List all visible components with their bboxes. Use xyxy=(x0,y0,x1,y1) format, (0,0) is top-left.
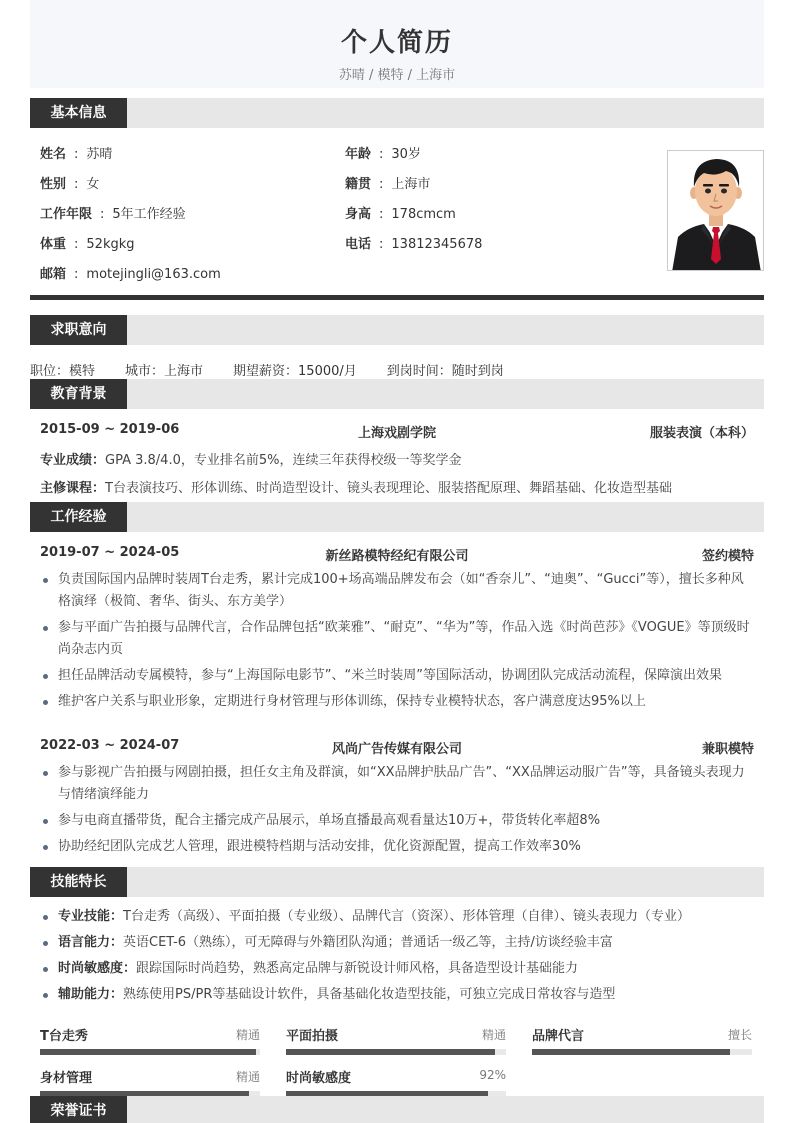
section-skills xyxy=(30,867,764,897)
grade-label: 专业成绩： xyxy=(40,453,106,468)
skill-label: 辅助能力： xyxy=(58,987,124,1002)
list-item: 参与影视广告拍摄与网剧拍摄，担任女主角及群演，如“XX品牌护肤品广告”、“XX品牌运动服广告”等，具备镜头表现力与情绪演绎能力 xyxy=(40,762,754,806)
info-label: 籍贯 xyxy=(345,177,372,192)
skill-bar-level: 92% xyxy=(479,1068,506,1082)
intent-arrival: 到岗时间：随时到岗 xyxy=(386,364,504,379)
skill-bar-fill xyxy=(286,1049,495,1055)
skill-bar-level: 精通 xyxy=(481,1028,506,1042)
list-item: 维护客户关系与职业形象，定期进行身材管理与形体训练，保持专业模特状态，客户满意度达95%以上 xyxy=(40,691,754,713)
intent-city: 城市：上海市 xyxy=(125,364,204,379)
list-item xyxy=(40,958,754,980)
list-item: 协助经纪团队完成艺人管理，跟进模特档期与活动安排，优化资源配置，提高工作效率30% xyxy=(40,836,754,858)
list-item: 参与电商直播带货，配合主播完成产品展示，单场直播最高观看量达10万+，带货转化率超8% xyxy=(40,810,754,832)
info-label: 邮箱 xyxy=(40,267,67,282)
info-email: 邮箱 : motejingli@163.com xyxy=(40,267,221,282)
work-entry-header xyxy=(40,738,754,756)
skill-bar-fill xyxy=(40,1049,256,1055)
skill-text: T台走秀（高级）、平面拍摄（专业级）、品牌代言（资深）、形体管理（自律）、镜头表现力（专业） xyxy=(123,909,690,924)
education-grade xyxy=(40,449,461,468)
section-title: 求职意向 xyxy=(30,315,127,345)
list-item: 参与平面广告拍摄与品牌代言，合作品牌包括“欧莱雅”、“耐克”、“华为”等，作品入选《时尚芭莎》《VOGUE》等顶级时尚杂志内页 xyxy=(40,617,754,661)
skill-bar-name: 时尚敏感度 xyxy=(286,1071,352,1086)
section-title: 工作经验 xyxy=(30,502,127,532)
skill-text: 跟踪国际时尚趋势，熟悉高定品牌与新锐设计师风格，具备造型设计基础能力 xyxy=(136,961,579,976)
work-company: 风尚广告传媒有限公司 xyxy=(331,742,462,757)
info-label: 体重 xyxy=(40,237,67,252)
section-title: 荣誉证书 xyxy=(30,1096,127,1123)
skill-text: 英语CET-6（熟练），可无障碍与外籍团队沟通；普通话一级乙等，主持/访谈经验丰富 xyxy=(123,935,613,950)
list-item xyxy=(40,906,754,928)
avatar xyxy=(667,150,764,271)
list-item xyxy=(40,984,754,1006)
section-honors xyxy=(30,1096,764,1123)
skill-label: 语言能力： xyxy=(58,935,124,950)
courses-label: 主修课程： xyxy=(40,481,106,496)
work-company: 新丝路模特经纪有限公司 xyxy=(325,549,469,564)
skills-list xyxy=(40,906,754,1010)
info-value: 52kgkg xyxy=(86,237,135,252)
skill-bar-name: 身材管理 xyxy=(40,1071,93,1086)
section-job-intent xyxy=(30,315,764,345)
info-value: motejingli@163.com xyxy=(86,267,221,282)
info-age: 年龄 : 30岁 xyxy=(345,147,421,162)
skill-bar-level: 精通 xyxy=(235,1070,260,1084)
section-title: 技能特长 xyxy=(30,867,127,897)
list-item: 担任品牌活动专属模特，参与“上海国际电影节”、“米兰时装周”等国际活动，协调团队完成活动流程，保障演出效果 xyxy=(40,665,754,687)
info-name: 姓名 : 苏晴 xyxy=(40,147,113,162)
list-item: 负责国际国内品牌时装周T台走秀，累计完成100+场高端品牌发布会（如“香奈儿”、“迪奥”、“Gucci”等），擅长多种风格演绎（极简、奢华、街头、东方美学） xyxy=(40,569,754,613)
intent-salary: 期望薪资：15000/月 xyxy=(233,364,357,379)
work-bullets xyxy=(40,762,754,862)
info-origin: 籍贯 : 上海市 xyxy=(345,177,431,192)
skill-bar-track xyxy=(532,1049,752,1055)
info-value: 上海市 xyxy=(391,177,431,192)
skill-bar xyxy=(40,1025,260,1061)
section-work xyxy=(30,502,764,532)
info-label: 身高 xyxy=(345,207,372,222)
info-height: 身高 : 178cmcm xyxy=(345,207,456,222)
list-item xyxy=(40,932,754,954)
info-weight: 体重 : 52kgkg xyxy=(40,237,135,252)
skill-bar xyxy=(532,1025,752,1061)
info-value: 女 xyxy=(86,177,100,192)
education-courses xyxy=(40,477,672,496)
info-label: 性别 xyxy=(40,177,67,192)
skill-bar xyxy=(286,1025,506,1061)
skill-text: 熟练使用PS/PR等基础设计软件，具备基础化妆造型技能，可独立完成日常妆容与造型 xyxy=(123,987,616,1002)
info-value: 30岁 xyxy=(391,147,421,162)
info-value: 178cmcm xyxy=(391,207,456,222)
work-role: 兼职模特 xyxy=(701,742,754,757)
section-title: 基本信息 xyxy=(30,98,127,128)
info-years: 工作年限 : 5年工作经验 xyxy=(40,207,186,222)
skill-label: 时尚敏感度： xyxy=(58,961,137,976)
education-school: 上海戏剧学院 xyxy=(357,426,436,441)
section-education xyxy=(30,379,764,409)
skill-bar-name: 平面拍摄 xyxy=(286,1029,339,1044)
skill-bar-level: 擅长 xyxy=(727,1028,752,1042)
education-entry-header xyxy=(40,422,754,440)
work-role: 签约模特 xyxy=(701,549,754,564)
info-label: 工作年限 xyxy=(40,207,93,222)
resume-page xyxy=(30,0,764,1123)
skill-bar-fill xyxy=(532,1049,730,1055)
skill-bar-track xyxy=(286,1049,506,1055)
info-phone: 电话 : 13812345678 xyxy=(345,237,483,252)
avatar-illustration xyxy=(668,151,764,271)
skill-bar-name: 品牌代言 xyxy=(532,1029,585,1044)
info-value: 13812345678 xyxy=(391,237,483,252)
work-period: 2022-03 ~ 2024-07 xyxy=(40,738,180,753)
info-label: 姓名 xyxy=(40,147,67,162)
job-intent-row xyxy=(30,360,534,379)
info-label: 电话 xyxy=(345,237,372,252)
work-period: 2019-07 ~ 2024-05 xyxy=(40,545,180,560)
work-bullets xyxy=(40,569,754,717)
info-value: 5年工作经验 xyxy=(112,207,186,222)
info-value: 苏晴 xyxy=(86,147,113,162)
skill-bar-track xyxy=(40,1049,260,1055)
intent-position: 职位：模特 xyxy=(30,364,96,379)
section-basic-info xyxy=(30,98,764,128)
info-label: 年龄 xyxy=(345,147,372,162)
education-period: 2015-09 ~ 2019-06 xyxy=(40,422,180,437)
education-major: 服装表演（本科） xyxy=(649,426,754,441)
skill-label: 专业技能： xyxy=(58,909,124,924)
grade-value: GPA 3.8/4.0，专业排名前5%，连续三年获得校级一等奖学金 xyxy=(105,453,462,468)
work-entry-header xyxy=(40,545,754,563)
courses-value: T台表演技巧、形体训练、时尚造型设计、镜头表现理论、服装搭配原理、舞蹈基础、化妆造型基础 xyxy=(105,481,672,496)
section-title: 教育背景 xyxy=(30,379,127,409)
resume-header xyxy=(30,0,764,88)
skill-bar-name: T台走秀 xyxy=(40,1029,88,1044)
page-title: 个人简历 xyxy=(340,28,453,58)
info-gender: 性别 : 女 xyxy=(40,177,100,192)
section-divider xyxy=(30,295,764,300)
skill-bar-level: 精通 xyxy=(235,1028,260,1042)
page-subtitle: 苏晴 / 模特 / 上海市 xyxy=(338,68,456,83)
